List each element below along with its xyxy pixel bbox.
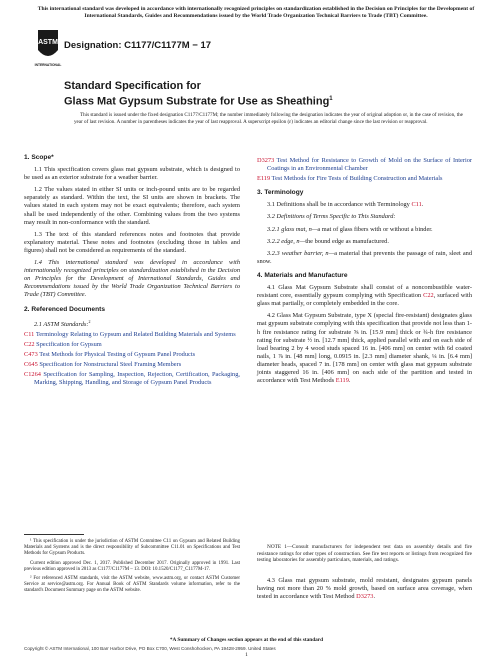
materials-heading: 4. Materials and Manufacture (257, 271, 348, 279)
terminology-heading: 3. Terminology (257, 189, 304, 197)
title-footnote-mark: 1 (329, 96, 333, 102)
title-main: Glass Mat Gypsum Substrate for Use as Sheathing (64, 95, 330, 108)
link-d3273[interactable]: D3273 (356, 593, 374, 601)
astm-international-logo-icon (36, 28, 60, 68)
para-1-4: 1.4 This international standard was developed in accordance with internationally recognized principles on standardization established in the Decision on Principles for the Development of International Standards, Guides and Recommendations issued by the World Trade Organization Technical Barriers to Trade (TBT) Committee. (24, 259, 240, 299)
ref-c473[interactable]: C473 Test Methods for Physical Testing of Gypsum Panel Products (24, 350, 196, 358)
issued-note: This standard is issued under the fixed designation C1177/C1177M; the number immediately following the designation indicates the year of original adoption or, in the case of revision, the year of last revision. A number in parentheses indicates the year of last reapproval. A superscript epsilon (ε) indicates an editorial change since the last revision or reapproval. (74, 112, 463, 125)
ref-c22[interactable]: C22 Specification for Gypsum (24, 340, 102, 348)
para-3-2-3: 3.2.3 weather barrier, n—a material that prevents the passage of rain, sleet and snow. (257, 249, 473, 265)
para-3-2-1: 3.2.1 glass mat, n—a mat of glass fibers with or without a binder. (267, 225, 433, 233)
logo-text: INTERNATIONAL (34, 63, 62, 67)
para-1-3: 1.3 The text of this standard references notes and footnotes that provide explanatory material. These notes and footnotes (excluding those in tables and figures) shall not be considered as requirements of the standard. (24, 230, 240, 254)
scope-heading: 1. Scope* (24, 154, 54, 161)
ref-d3273[interactable]: D3273 Test Method for Resistance to Growth of Mold on the Surface of Interior Coatings in an Environmental Chamber (257, 157, 473, 173)
footnote-divider (24, 534, 84, 535)
para-3-2: 3.2 Definitions of Terms Specific to This Standard: (267, 213, 396, 221)
footnotes (24, 539, 240, 598)
para-1-1: 1.1 This specification covers glass mat gypsum substrate, which is designed to be used as an exterior substrate for a weather barrier. (24, 166, 240, 182)
para-4-1: 4.1 Glass Mat Gypsum Substrate shall consist of a noncombustible water-resistant core, essentially gypsum complying with Specification C22, surfaced with glass mat partially, or completely embedded in the core. (257, 284, 472, 308)
right-column (257, 157, 472, 389)
ref-e119[interactable]: E119 Test Methods for Fire Tests of Building Construction and Materials (257, 175, 443, 183)
footnote-2: ² For referenced ASTM standards, visit the ASTM website, www.astm.org, or contact ASTM Customer Service at service@astm.org. For Annual Book of ASTM Standards volume information, refer to the standard's Document Summary page on the ASTM website. (24, 576, 240, 594)
link-e119[interactable]: E119 (335, 377, 349, 385)
footnote-1: ¹ This specification is under the jurisdiction of ASTM Committee C11 on Gypsum and Related Building Materials and Systems and is the direct responsibility of Subcommittee C11.01 on Specifications and Test Methods for Gypsum Products. (24, 539, 240, 557)
referenced-documents-heading: 2. Referenced Documents (24, 305, 105, 313)
para-3-1: 3.1 Definitions shall be in accordance with Terminology C11. (267, 201, 424, 209)
international-standard-notice: This international standard was developed in accordance with internationally recognized principles on standardization established in the Decision on Principles for the Development of International Standards, Guides and Recommendations issued by the World Trade Organization Technical Barriers to Trade (TBT) Committee. (37, 6, 475, 19)
link-c11[interactable]: C11 (411, 201, 422, 209)
link-c22[interactable]: C22 (423, 292, 434, 300)
designation: Designation: C1177/C1177M − 17 (64, 40, 212, 51)
left-column (24, 154, 240, 389)
ref-c1264[interactable]: C1264 Specification for Sampling, Inspection, Rejection, Certification, Packaging, Marking, Shipping, Handling, and Storage of Gypsum Panel Products (24, 371, 240, 387)
ref-c11[interactable]: C11 Terminology Relating to Gypsum and Related Building Materials and Systems (24, 330, 236, 338)
title-line-2 (64, 93, 424, 109)
para-3-2-2: 3.2.2 edge, n—the bound edge as manufactured. (267, 237, 389, 245)
title-line-1: Standard Specification for (64, 80, 201, 92)
summary-of-changes-note: *A Summary of Changes section appears at the end of this standard (169, 637, 324, 643)
footnote-1-edition: Current edition approved Dec. 1, 2017. Published December 2017. Originally approved in 1991. Last previous edition approved in 2013 as C1177/C1177M – 13. DOI: 10.1520/C1177_C1177M-17. (24, 560, 240, 572)
para-1-2: 1.2 The values stated in either SI units or inch-pound units are to be regarded separately as standard. Within the text, the SI units are shown in brackets. The values stated in each system may not be exact equivalents; therefore, each system shall be used independently of the other. Combining values from the two systems may result in non-conformance with the standard. (24, 186, 240, 226)
ref-c645[interactable]: C645 Specification for Nonstructural Steel Framing Members (24, 361, 182, 369)
document-title (64, 80, 424, 109)
svg-text:ASTM: ASTM (38, 39, 58, 46)
astm-standards-subheading: 2.1 ASTM Standards:$^2$ (34, 318, 91, 328)
note-1: NOTE 1—Consult manufacturers for independent test data on assembly details and fire resistance ratings for other types of construction. See fire test reports or listings from recognized fire testing laboratories for assembly particulars, materials, and ratings. (257, 544, 472, 564)
para-4-3: 4.3 Glass mat gypsum substrate, mold resistant, designates gypsum panels having not more than 20 % mold growth, based on surface area coverage, when tested in accordance with Test Method D3273. (257, 577, 472, 601)
page-number: 1 (245, 652, 248, 658)
para-4-2: 4.2 Glass Mat Gypsum Substrate, type X (special fire-resistant) designates glass mat gypsum substrate complying with this specification that provide not less than 1-h fire resistance rating for substrate ⅝ in. [15.9 mm] thick or ¾-h fire resistance rating for substrate ½ in. [12.7 mm] thick, applied parallel with and on each side of load bearing 2 by 4 wood studs spaced 16 in. [406 mm] on center with 6d coated nails, 1 ⅞ in. [48 mm] long, 0.0915 in. [2.3 mm] diameter shank, ¼ in. [6.4 mm] diameter heads, spaced 7 in. [178 mm] on center with glass mat gypsum substrate joints staggered 16 in. [406 mm] on each side of the partition and tested in accordance with Test Methods E119. (257, 312, 472, 385)
copyright-line: Copyright © ASTM International, 100 Barr Harbor Drive, PO Box C700, West Conshohocken, PA 19428-2959. United States (24, 646, 276, 651)
